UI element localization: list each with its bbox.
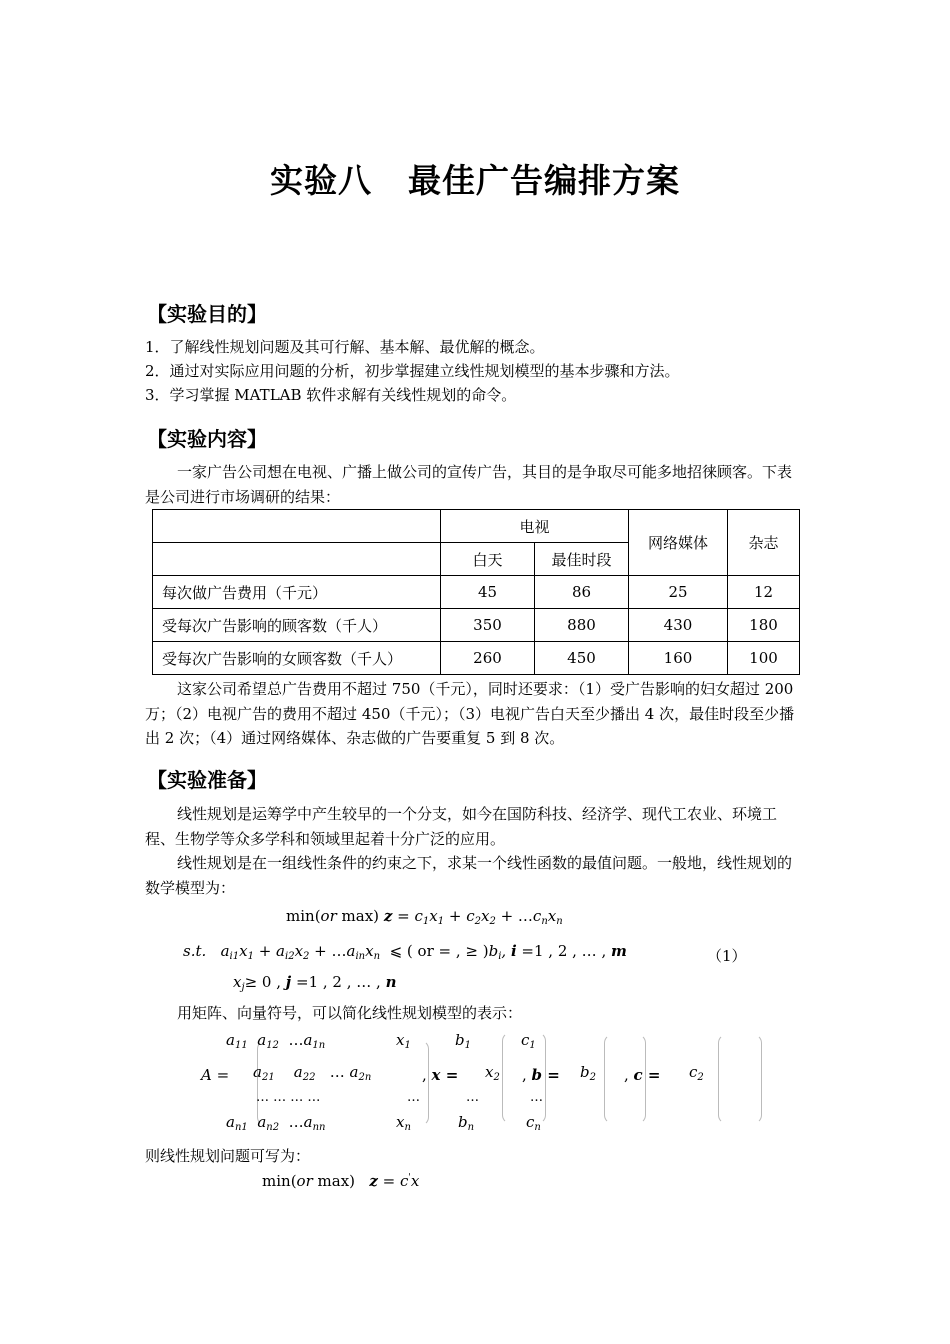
vector-x-dots: … xyxy=(407,1090,420,1105)
row-label: 受每次广告影响的顾客数（千人） xyxy=(153,609,441,642)
table-row xyxy=(153,609,800,642)
section-heading-purpose: 【实验目的】 xyxy=(147,302,267,326)
row-label: 每次做广告费用（千元） xyxy=(153,576,441,609)
then-text: 则线性规划问题可写为： xyxy=(145,1147,311,1165)
vector-x-entry1: $x_1$ xyxy=(396,1031,411,1051)
cell-day: 260 xyxy=(441,642,535,675)
header-web: 网络媒体 xyxy=(629,510,728,576)
purpose-item-2: 2．通过对实际应用问题的分析，初步掌握建立线性规划模型的基本步骤和方法。 xyxy=(145,362,680,380)
vector-b-dots: … xyxy=(466,1090,479,1105)
matrix-A-dots: … … … … xyxy=(256,1090,321,1105)
constraint-line: s.t. $a_{i1}x_1 + a_{i2}x_2$ + $\dots a_{in}x_n$ ⩽ ( or = , ≥ )$b_i$, i =1 , 2 , … , m xyxy=(183,942,627,962)
table-row xyxy=(153,576,800,609)
header-day: 白天 xyxy=(441,543,535,576)
title-part1: 实验八 xyxy=(270,161,372,200)
table-corner xyxy=(153,510,441,543)
section-heading-content: 【实验内容】 xyxy=(147,427,267,451)
content-intro: 一家广告公司想在电视、广播上做公司的宣传广告，其目的是争取尽可能多地招徕顾客。下表是公司进行市场调研的结果： xyxy=(145,463,793,506)
purpose-item-1: 1．了解线性规划问题及其可行解、基本解、最优解的概念。 xyxy=(145,338,545,356)
prep-paragraph-1: 线性规划是运筹学中产生较早的一个分支，如今在国防科技、经济学、现代工农业、环境工程、生物学等众多学科和领域里起着十分广泛的应用。 xyxy=(145,805,778,848)
cell-mag: 12 xyxy=(728,576,800,609)
header-mag: 杂志 xyxy=(728,510,800,576)
page-title xyxy=(0,155,950,202)
header-tv: 电视 xyxy=(441,510,629,543)
vector-c-entry2: $c_2$ xyxy=(689,1063,704,1083)
matrix-A-label: A = xyxy=(201,1066,230,1084)
vector-b-entry2: $b_2$ xyxy=(580,1063,596,1083)
cell-prime: 450 xyxy=(535,642,629,675)
cell-day: 45 xyxy=(441,576,535,609)
cell-day: 350 xyxy=(441,609,535,642)
matrix-intro: 用矩阵、向量符号，可以简化线性规划模型的表示： xyxy=(177,1004,523,1022)
vector-x-entry3: $x_n$ xyxy=(396,1113,411,1133)
vector-c-brackets xyxy=(718,1034,762,1124)
matrix-objective-line: min(or max) z = c'x xyxy=(262,1172,420,1190)
section-heading-prep: 【实验准备】 xyxy=(147,768,267,792)
objective-line: min(or max) $z = c_1x_1 + c_2x_2$ + $\dots c_nx_n$ xyxy=(286,907,563,927)
prep-paragraph-2: 线性规划是在一组线性条件的约束之下，求某一个线性函数的最值问题。一般地，线性规划的数学模型为： xyxy=(145,854,793,897)
cell-web: 160 xyxy=(629,642,728,675)
vector-b-entry3: $b_n$ xyxy=(458,1113,475,1133)
vector-c-label: , c = xyxy=(624,1066,661,1084)
vector-c-entry1: $c_1$ xyxy=(521,1031,536,1051)
equation-number: （1） xyxy=(707,947,747,965)
table-corner-2 xyxy=(153,543,441,576)
content-requirements: 这家公司希望总广告费用不超过 750（千元），同时还要求：（1）受广告影响的妇女超过 200 万；（2）电视广告的费用不超过 450（千元）；（3）电视广告白天至少播出 4 次，最佳时段至少播出 2 次；（4）通过网络媒体、杂志做的广告要重复 5 到 8 次。 xyxy=(145,680,795,747)
matrix-A-row3: $a_{n1}$ $a_{n2}$ $\dots a_{nn}$ xyxy=(226,1113,326,1133)
vector-c-entry3: $c_n$ xyxy=(526,1113,541,1133)
cell-mag: 180 xyxy=(728,609,800,642)
table-row xyxy=(153,642,800,675)
cell-prime: 86 xyxy=(535,576,629,609)
row-label: 受每次广告影响的女顾客数（千人） xyxy=(153,642,441,675)
title-part2: 最佳广告编排方案 xyxy=(408,161,680,200)
cell-web: 25 xyxy=(629,576,728,609)
vector-c-dots: … xyxy=(530,1090,543,1105)
purpose-item-3: 3．学习掌握 MATLAB 软件求解有关线性规划的命令。 xyxy=(145,386,517,404)
header-prime: 最佳时段 xyxy=(535,543,629,576)
matrix-A-row2: $a_{21}$ $a_{22}$ … $a_{2n}$ xyxy=(253,1063,372,1083)
vector-x-label: , x = xyxy=(422,1066,459,1084)
vector-b-entry1: $b_1$ xyxy=(455,1031,471,1051)
matrix-A-row1: $a_{11}$ $a_{12}$ $\dots a_{1n}$ xyxy=(226,1031,326,1051)
survey-table xyxy=(152,509,800,675)
cell-prime: 880 xyxy=(535,609,629,642)
cell-web: 430 xyxy=(629,609,728,642)
vector-b-label: , b = xyxy=(522,1066,560,1084)
nonnegativity-line: $x_j\ge 0$ , j =1 , 2 , … , n xyxy=(233,973,397,993)
vector-x-entry2: $x_2$ xyxy=(485,1063,500,1083)
cell-mag: 100 xyxy=(728,642,800,675)
